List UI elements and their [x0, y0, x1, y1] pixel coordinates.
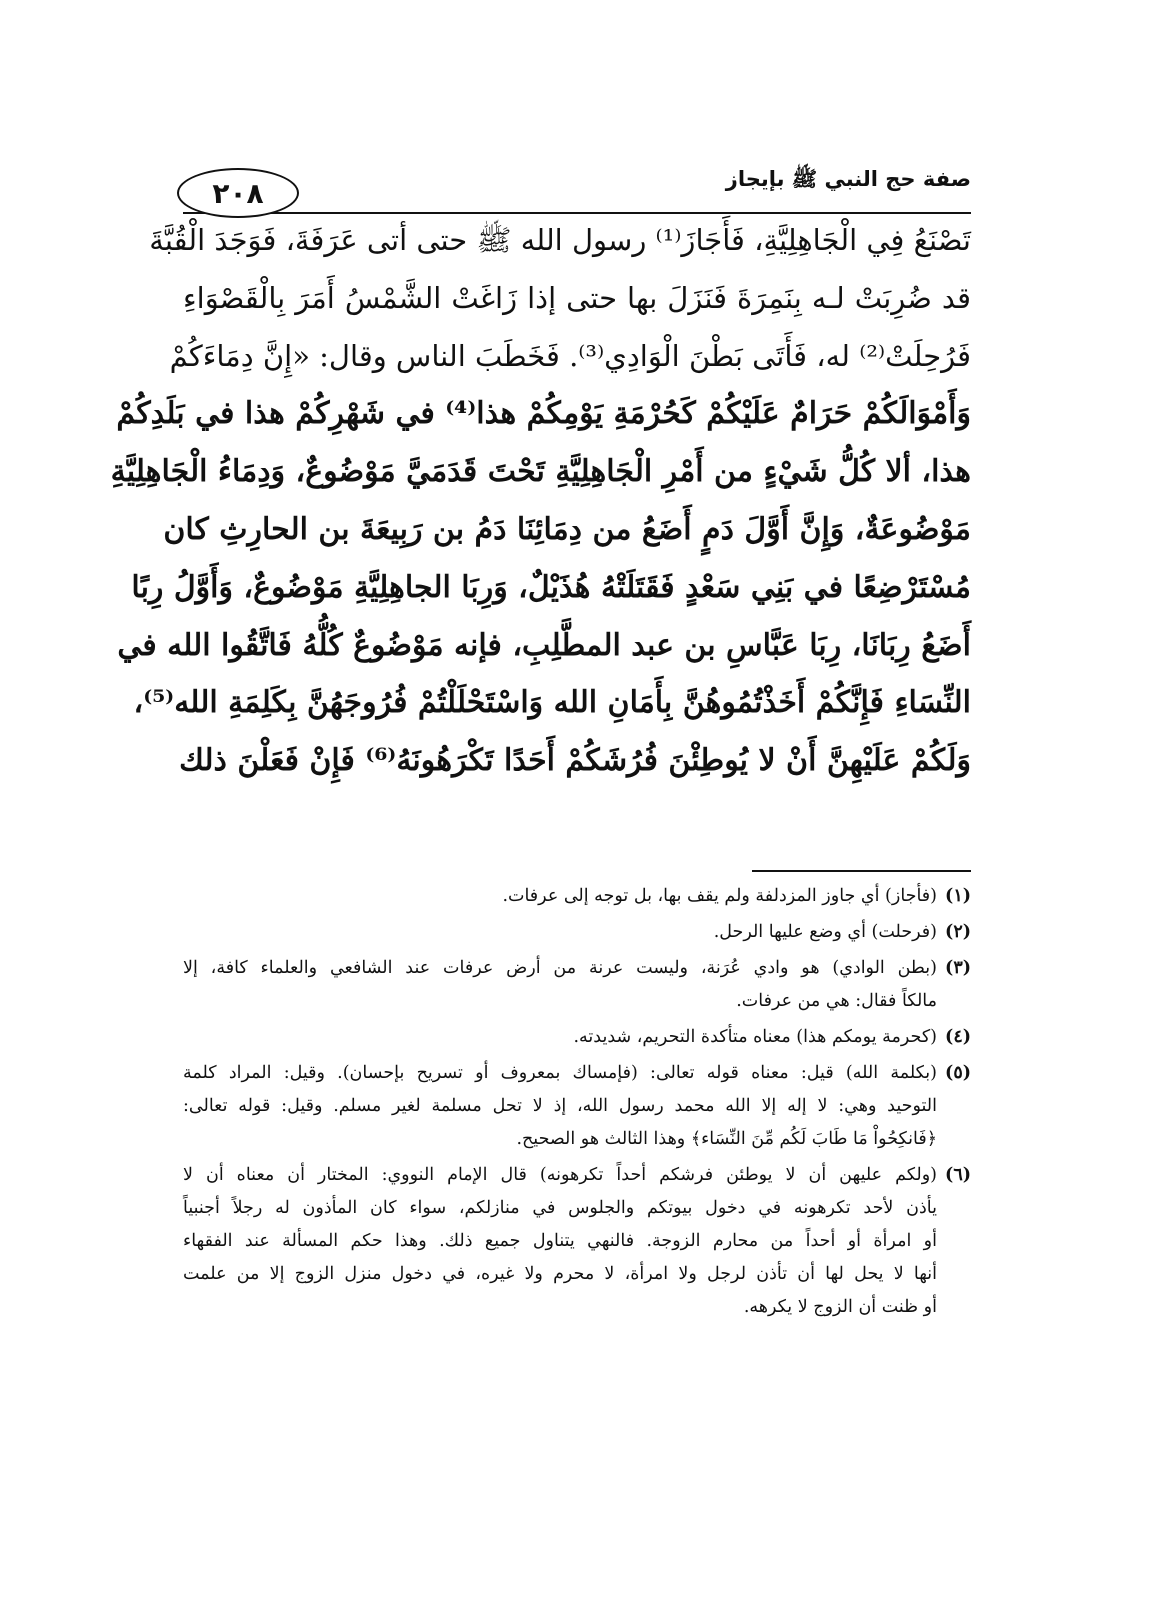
hadith-line: وَأَمْوَالَكُمْ حَرَامٌ عَلَيْكُمْ كَحُرْمَةِ يَوْمِكُمْ هذا⁽⁴⁾ في شَهْرِكُمْ هذا في بَلَدِكُمْ [116, 396, 971, 432]
footnote-number: (٦) [945, 1165, 971, 1185]
footnote-line: (كحرمة يومكم هذا) معناه متأكدة التحريم، شديدته. [573, 1027, 937, 1047]
running-title: صفة حج النبي ﷺ بإيجاز [725, 167, 971, 191]
hadith-line: وَلَكُمْ عَلَيْهِنَّ أَنْ لا يُوطِئْنَ فُرُشَكُمْ أَحَدًا تَكْرَهُونَهُ⁽⁶⁾ فَإِنْ فَعَلْنَ ذلك [179, 743, 971, 779]
hadith-line: النِّسَاءِ فَإِنَّكُمْ أَخَذْتُمُوهُنَّ بِأَمَانِ الله وَاسْتَحْلَلْتُمْ فُرُوجَهُنَّ بِكَلِمَةِ الله⁽⁵⁾، [133, 685, 971, 721]
footnote-number: (٢) [945, 922, 971, 942]
text-line: فَرُحِلَتْ⁽²⁾ له، فَأَتَى بَطْنَ الْوَادِي⁽³⁾. فَخَطَبَ الناس وقال: «إِنَّ دِمَاءَكُمْ [169, 338, 971, 373]
footnote [183, 1021, 971, 1054]
footnote-number: (٥) [945, 1063, 971, 1083]
footnote-line: (بكلمة الله) قيل: معناه قوله تعالى: (فإمساك بمعروف أو تسريح بإحسان). وقيل: المراد كلمة [183, 1063, 937, 1083]
footnote-line: مالكاً فقال: هي من عرفات. [736, 991, 937, 1011]
footnote-number: (٤) [945, 1027, 971, 1047]
footnote [183, 880, 971, 913]
footnote-line: (فأجاز) أي جاوز المزدلفة ولم يقف بها، بل توجه إلى عرفات. [502, 886, 937, 906]
footnote-line: (فرحلت) أي وضع عليها الرحل. [713, 922, 937, 942]
footnote-line: التوحيد وهي: لا إله إلا الله محمد رسول الله، إذ لا تحل مسلمة لغير مسلم. وقيل: قوله تعالى: [183, 1096, 937, 1116]
footnote-line: يأذن لأحد تكرهونه في دخول بيوتكم والجلوس في منازلكم، سواء كان المأذون له رجلاً أجنبياً [183, 1198, 937, 1218]
footnote [183, 916, 971, 949]
text-line: قد ضُرِبَتْ لـه بِنَمِرَةَ فَنَزَلَ بها حتى إذا زَاغَتْ الشَّمْسُ أَمَرَ بِالْقَصْوَاءِ [183, 280, 971, 315]
footnote-line: (ولكم عليهن أن لا يوطئن فرشكم أحداً تكرهونه) قال الإمام النووي: المختار أن معناه أن لا [183, 1165, 937, 1185]
hadith-line: أَضَعُ رِبَانَا، رِبَا عَبَّاسِ بن عبد المطَّلِبِ، فإنه مَوْضُوعٌ كُلُّهُ فَاتَّقُوا الله في [117, 627, 971, 663]
footnote-number: (١) [945, 886, 971, 906]
page-header [183, 160, 971, 214]
footnote [183, 952, 971, 1018]
footnote-line: أو ظنت أن الزوج لا يكرهه. [743, 1297, 937, 1317]
footnote [183, 1159, 971, 1324]
main-text [110, 212, 971, 790]
page-number: ٢٠٨ [177, 168, 299, 218]
footnote-line: أنها لا يحل لها أن تأذن لرجل ولا امرأة، لا محرم ولا غيره، في دخول منزل الزوج إلا من علمت [183, 1264, 937, 1284]
footnote-line: ﴿فَانكِحُواْ مَا طَابَ لَكُم مِّنَ النِّسَاء﴾ وهذا الثالث هو الصحيح. [516, 1129, 937, 1149]
footnote [183, 1057, 971, 1156]
hadith-line: مُسْتَرْضِعًا في بَنِي سَعْدٍ فَقَتَلَتْهُ هُذَيْلٌ، وَرِبَا الجاهِلِيَّةِ مَوْضُوعٌ، وَأَوَّلُ رِبًا [131, 569, 971, 605]
footnote-number: (٣) [945, 958, 971, 978]
footnote-line: (بطن الوادي) هو وادي عُرَنة، وليست عرنة من أرض عرفات عند الشافعي والعلماء كافة، إلا [183, 958, 937, 978]
hadith-line: هذا، ألا كُلُّ شَيْءٍ من أَمْرِ الْجَاهِلِيَّةِ تَحْتَ قَدَمَيَّ مَوْضُوعٌ، وَدِمَاءُ الْجَاهِلِيَّةِ [110, 454, 971, 490]
footnotes [183, 880, 971, 1327]
footnote-line: أو امرأة أو أحداً من محارم الزوجة. فالنهي يتناول جميع ذلك. وهذا حكم المسألة عند الفقهاء [183, 1231, 937, 1251]
text-line: تَصْنَعُ فِي الْجَاهِلِيَّةِ، فَأَجَازَ⁽¹⁾ رسول الله ﷺ حتى أتى عَرَفَةَ، فَوَجَدَ الْقُبَّةَ [149, 223, 971, 257]
footnote-separator [752, 870, 971, 872]
hadith-line: مَوْضُوعَةٌ، وَإِنَّ أَوَّلَ دَمٍ أَضَعُ من دِمَائِنَا دَمُ بن رَبِيعَةَ بن الحارِثِ كان [163, 511, 971, 547]
